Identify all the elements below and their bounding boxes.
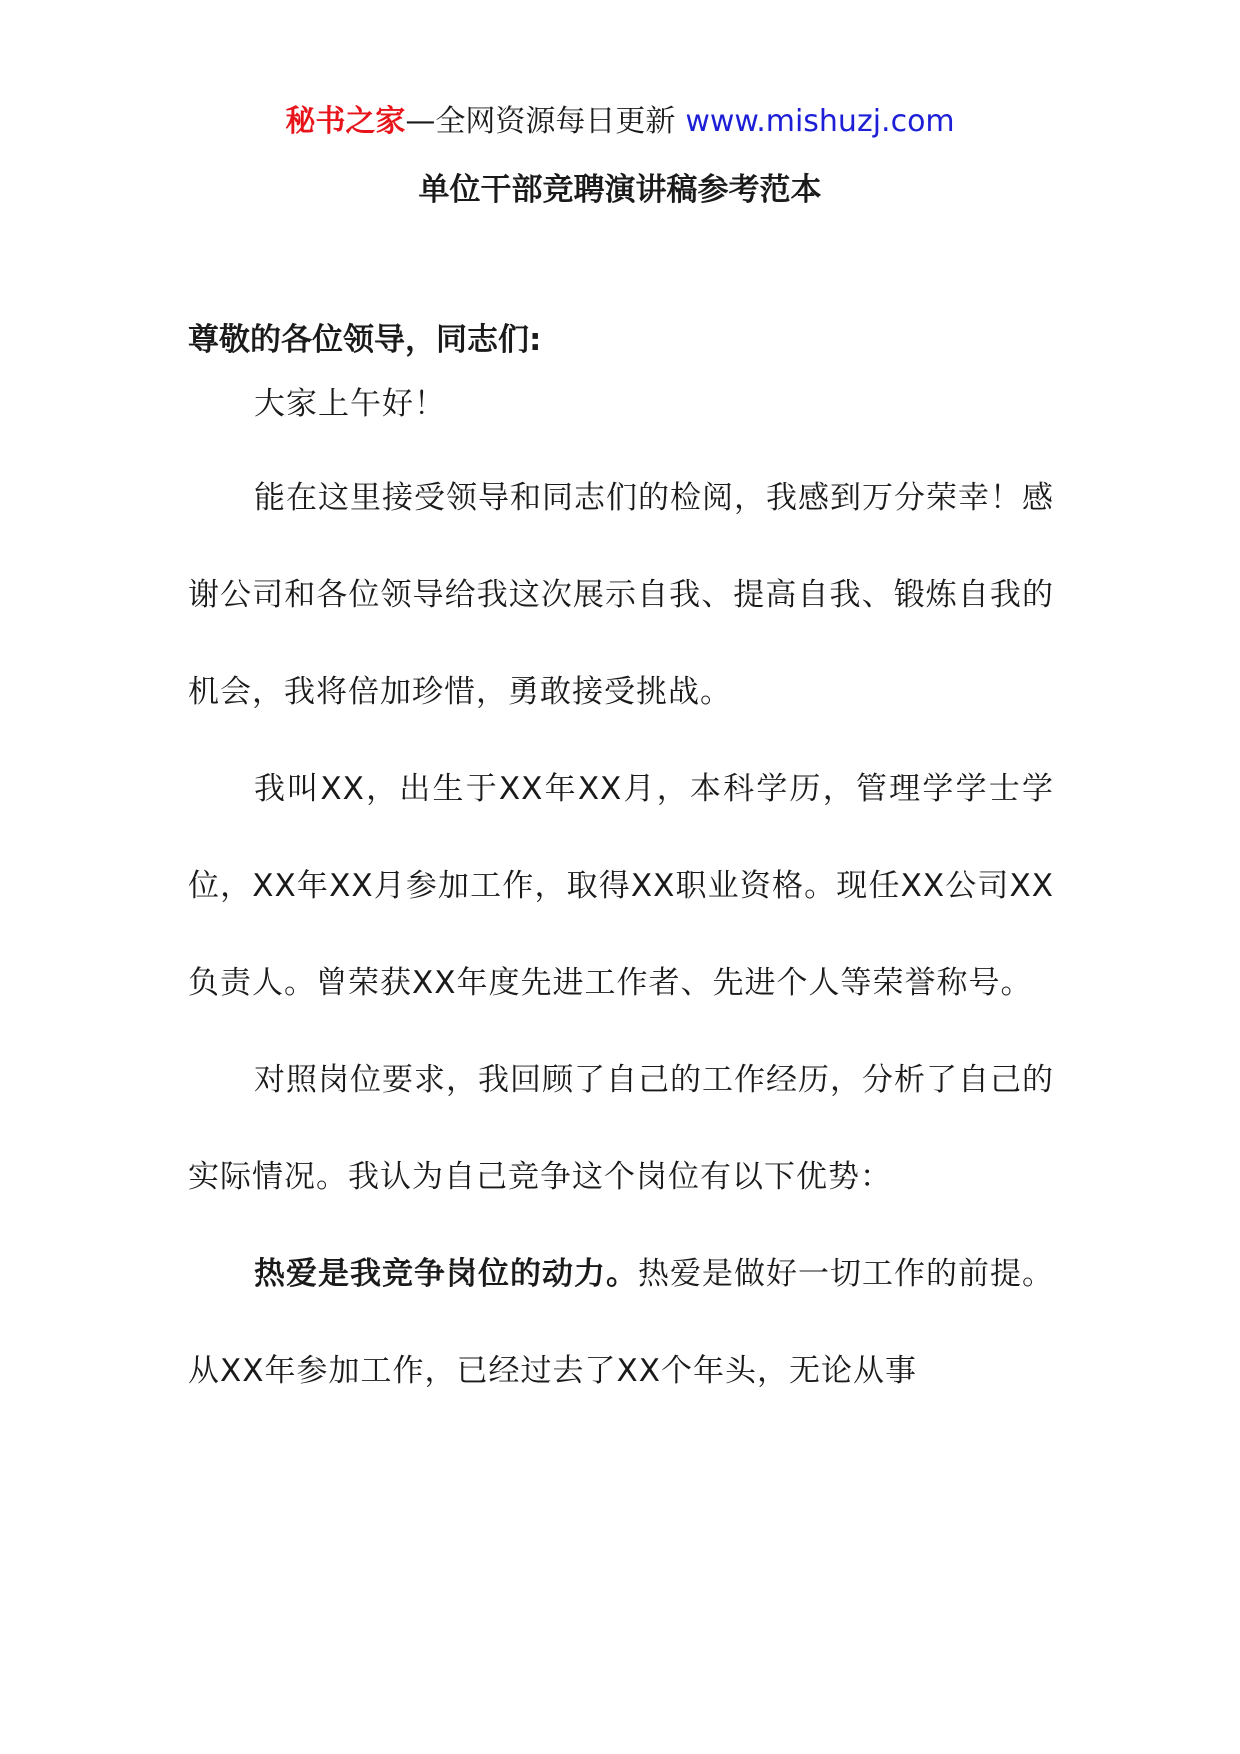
paragraph-2: 我叫XX，出生于XX年XX月，本科学历，管理学学士学位，XX年XX月参加工作，取得XX职业资格。现任XX公司XX负责人。曾荣获XX年度先进工作者、先进个人等荣誉称号。 [188, 771, 1054, 1001]
paragraph-4 [188, 1226, 1054, 1420]
paragraph-4-lead: 热爱是我竞争岗位的动力。 [254, 1256, 638, 1292]
document-body [188, 318, 1054, 1420]
greeting: 大家上午好！ [254, 386, 446, 422]
paragraph-3: 对照岗位要求，我回顾了自己的工作经历，分析了自己的实际情况。我认为自己竞争这个岗位有以下优势： [188, 1062, 1054, 1195]
salutation: 尊敬的各位领导，同志们: [188, 322, 542, 358]
brand-name: 秘书之家 [285, 104, 406, 139]
site-header [0, 100, 1240, 144]
document-title: 单位干部竞聘演讲稿参考范本 [418, 172, 822, 208]
paragraph-1: 能在这里接受领导和同志们的检阅，我感到万分荣幸！感谢公司和各位领导给我这次展示自我、提高自我、锻炼自我的机会，我将倍加珍惜，勇敢接受挑战。 [188, 480, 1054, 710]
paragraph-4-text: 热爱是做好一切工作的前提。从XX年参加工作，已经过去了XX个年头，无论从事 [188, 1256, 1054, 1389]
site-url-link[interactable]: www.mishuzj.com [685, 104, 955, 139]
site-tagline: —全网资源每日更新 [405, 104, 676, 139]
